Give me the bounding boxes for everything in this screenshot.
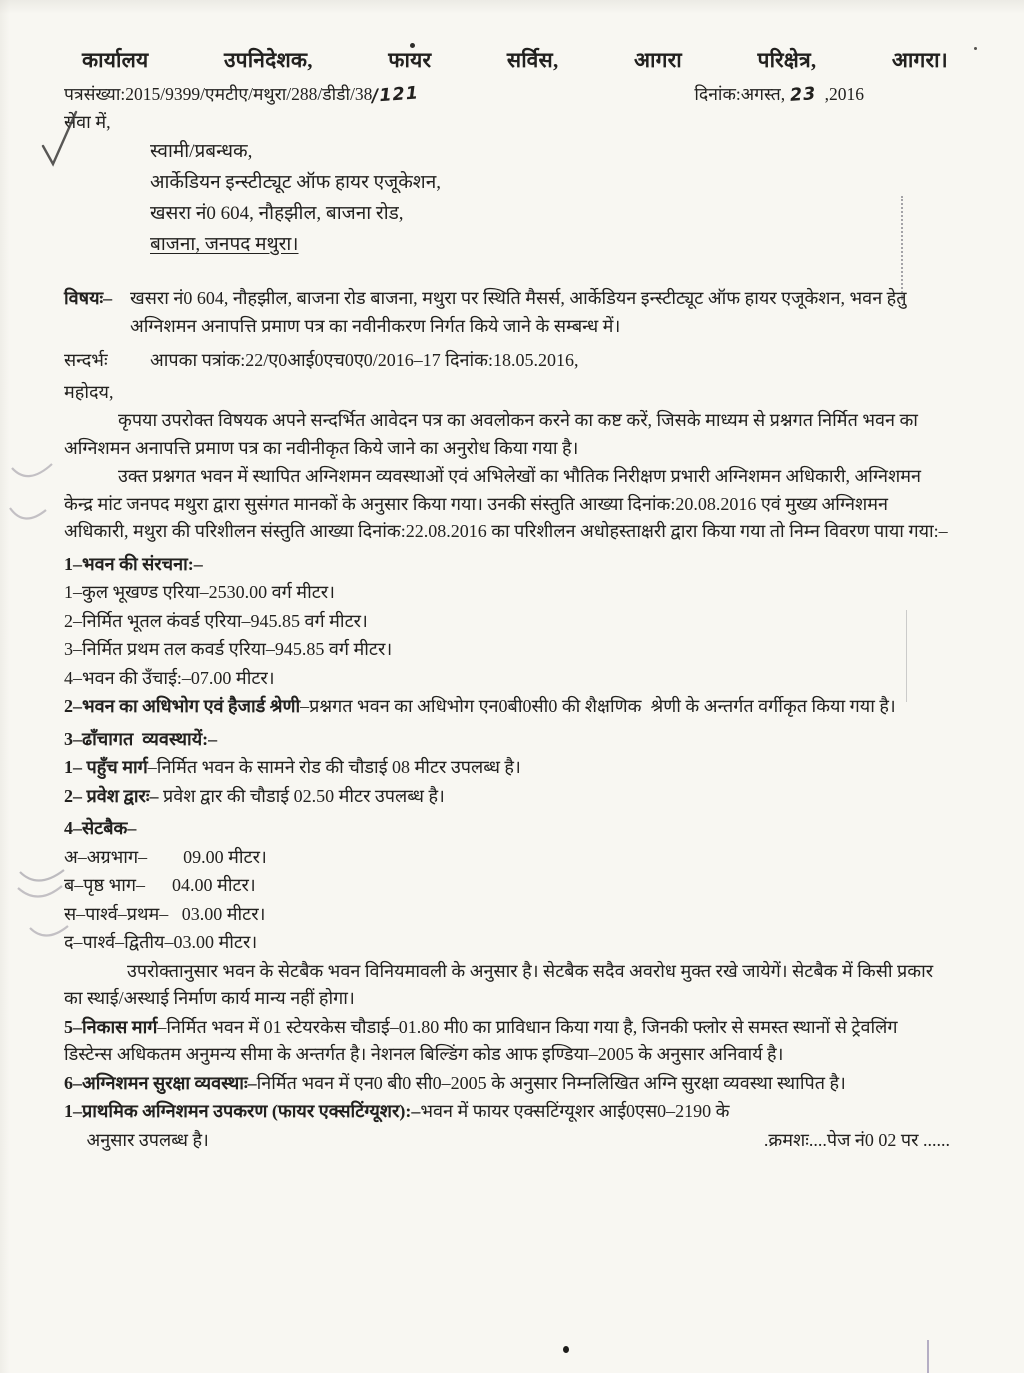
body-line: 1–प्राथमिक अग्निशमन उपकरण (फायर एक्सटिंग्यूशर):–भवन में फायर एक्सटिंग्यूशर आई0एस0–2190 के (64, 1101, 730, 1121)
office-header-word: कार्यालय (82, 48, 149, 72)
letter-number: पत्रसंख्या:2015/9399/एमटीए/मथुरा/288/डीडी/38/121 (64, 83, 420, 107)
letter-meta-row (64, 82, 950, 106)
reference-text: आपका पत्रांक:22/ए0आई0एच0ए0/2016–17 दिनांक:18.05.2016, (150, 350, 579, 370)
body-line: 1–भवन की संरचना:– (64, 553, 203, 574)
body-line: कृपया उपरोक्त विषयक अपने सन्दर्भित आवेदन पत्र का अवलोकन करने का कष्ट करें, जिसके माध्यम से प्रश्नगत निर्मित भवन का अग्निशमन अनापत्ति प्रमाण पत्र का नवीनीकृत किये जाने का अनुरोध किया गया है। (64, 410, 923, 458)
body-line: उक्त प्रश्नगत भवन में स्थापित अग्निशमन व्यवस्थाओं एवं अभिलेखों का भौतिक निरीक्षण प्रभारी अग्निशमन अधिकारी, अग्निशमन केन्द्र मांट जनपद मथुरा द्वारा सुसंगत मानकों के अनुसार किया गया। उनकी संस्तुति आख्या दिनांक:20.08.2016 एवं मुख्य अग्निशमन अधिकारी, मथुरा की परिशीलन संस्तुति आख्या दिनांक:22.08.2016 का परिशीलन अधोहस्ताक्षरी द्वारा किया गया तो निम्न विवरण पाया गया:– (64, 466, 948, 541)
body-line: 2–भवन का अधिभोग एवं हैजार्ड श्रेणी–प्रश्नगत भवन का अधिभोग एन0बी0सी0 की शैक्षणिक श्रेणी के अन्तर्गत वर्गीकृत किया गया है। (64, 696, 896, 716)
addressee-line: बाजना, जनपद मथुरा। (150, 234, 299, 255)
body-line: 2– प्रवेश द्वारः– प्रवेश द्वार की चौडाई 02.50 मीटर उपलब्ध है। (64, 785, 445, 806)
body-line: 1– पहुँच मार्ग–निर्मित भवन के सामने रोड की चौडाई 08 मीटर उपलब्ध है। (64, 757, 521, 777)
date-day-handwritten: 23 (788, 84, 817, 106)
addressee-block (150, 136, 950, 260)
salutation: महोदय, (64, 382, 114, 402)
body-line: 4–सेटबैक– (64, 818, 137, 838)
scan-faint-line-bottom-right (927, 1340, 929, 1373)
addressee-line: स्वामी/प्रबन्धक, (150, 141, 253, 162)
body-line: अनुसार उपलब्ध है। .क्रमशः....पेज नं0 02 पर ...... (64, 1127, 950, 1155)
body-line: 4–भवन की उँचाई:–07.00 मीटर। (64, 667, 275, 688)
body-line: 3–ढाँचागत व्यवस्थायें:– (64, 728, 218, 749)
body (64, 407, 950, 1154)
body-line: 6–अग्निशमन सुरक्षा व्यवस्थाः–निर्मित भवन में एन0 बी0 सी0–2005 के अनुसार निम्नलिखित अग्नि सुरक्षा व्यवस्था स्थापित है। (64, 1072, 846, 1093)
scan-speck-bottom (563, 1346, 569, 1353)
body-line: 2–निर्मित भूतल कंवर्ड एरिया–945.85 वर्ग मीटर। (64, 610, 368, 631)
continued-page-note: .क्रमशः....पेज नं0 02 पर ...... (763, 1129, 950, 1150)
office-header-word: फायर (388, 48, 432, 72)
body-line: अ–अग्रभाग– 09.00 मीटर। (64, 846, 267, 867)
office-header-word: परिक्षेत्र, (757, 48, 817, 72)
office-header-word: आगरा। (891, 48, 948, 72)
letter-number-handwritten: /121 (371, 83, 420, 107)
scan-speck-top-right (974, 47, 977, 50)
office-header (82, 46, 948, 74)
office-header-word: आगरा (633, 48, 682, 72)
addressee-line: आर्केडियन इन्स्टीट्यूट ऑफ हायर एजूकेशन, (150, 172, 442, 193)
subject-text: खसरा नं0 604, नौहझील, बाजना रोड बाजना, मथुरा पर स्थिति मैसर्स, आर्केडियन इन्स्टीट्यूट ऑफ हायर एजूकेशन, भवन हेतु अग्निशमन अनापत्ति प्रमाण पत्र का नवीनीकरण निर्गत किये जाने के सम्बन्ध में। (130, 288, 907, 336)
body-line: 5–निकास मार्ग–निर्मित भवन में 01 स्टेयरकेस चौडाई–01.80 मी0 का प्राविधान किया गया है, जिनकी फ्लोर से समस्त स्थानों से ट्रेवलिंग डिस्टेन्स अधिकतम अनुमन्य सीमा के अन्तर्गत है। नेशनल बिल्डिंग कोड आफ इण्डिया–2005 के अनुसार अनिवार्य है। (64, 1016, 902, 1064)
office-header-word: उपनिदेशक, (223, 48, 313, 72)
reference-label: सन्दर्भः (64, 350, 108, 370)
body-line: 1–कुल भूखण्ड एरिया–2530.00 वर्ग मीटर। (64, 582, 335, 602)
to-label: सेवा में, (64, 112, 111, 132)
body-line: ब–पृष्ठ भाग– 04.00 मीटर। (64, 875, 256, 895)
body-line: स–पार्श्व–प्रथम– 03.00 मीटर। (64, 903, 266, 924)
body-line: द–पार्श्व–द्वितीय–03.00 मीटर। (64, 932, 258, 952)
subject-label: विषयः– (64, 288, 113, 308)
body-line: 3–निर्मित प्रथम तल कवर्ड एरिया–945.85 वर्ग मीटर। (64, 639, 393, 659)
letter-date: दिनांक:अगस्त, 23 ,2016 (694, 84, 864, 106)
body-line: उपरोक्तानुसार भवन के सेटबैक भवन विनियमावली के अनुसार है। सेटबैक सदैव अवरोध मुक्त रखे जायेगें। सेटबैक में किसी प्रकार का स्थाई/अस्थाई निर्माण कार्य मान्य नहीं होगा। (64, 960, 938, 1008)
addressee-line: खसरा नं0 604, नौहझील, बाजना रोड, (150, 203, 404, 224)
office-header-word: सर्विस, (506, 48, 559, 72)
subject-row (64, 284, 950, 340)
reference-row (64, 347, 950, 374)
margin-pen-marks-upper-icon (6, 452, 62, 552)
